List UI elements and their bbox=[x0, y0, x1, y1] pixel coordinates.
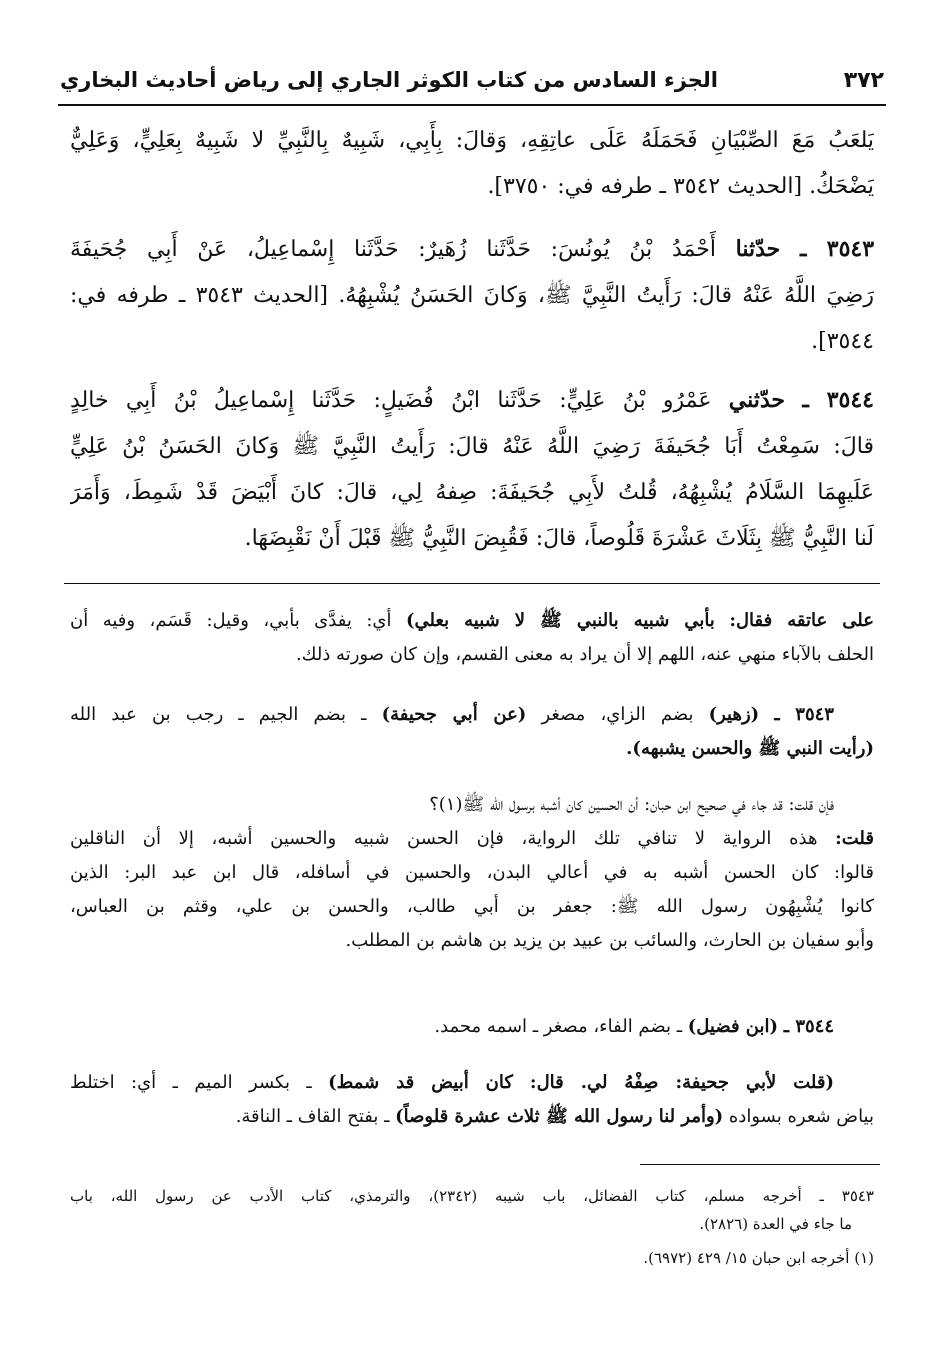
commentary-lead: على عاتقه فقال: bbox=[729, 610, 874, 631]
commentary-number: ٣٥٤٤ ـ bbox=[783, 1016, 834, 1037]
commentary-p2 bbox=[70, 698, 874, 766]
commentary-line bbox=[70, 1100, 874, 1134]
commentary-text: هذه الرواية لا تنافي تلك الرواية، فإن الحسن شبيه والحسين أشبه، إلا أن الناقلين bbox=[70, 828, 818, 849]
commentary-line bbox=[70, 1010, 874, 1044]
footnotes bbox=[70, 1182, 874, 1272]
commentary-quote: (زهير) bbox=[708, 704, 760, 725]
footnote-divider bbox=[640, 1164, 880, 1165]
hadith-number: ٣٥٤٤ ـ bbox=[802, 387, 874, 413]
hadith-text: عَمْرُو بْنُ عَلِيٍّ: حَدَّثَنا ابْنُ فُضَيلٍ: حَدَّثَنا إِسْماعِيلُ بْنُ أَبِي خالِدٍ bbox=[70, 388, 712, 413]
commentary-line bbox=[70, 1066, 874, 1100]
commentary-quote: (عن أبي جحيفة) bbox=[381, 704, 527, 725]
hadith-line bbox=[70, 377, 874, 424]
page-header bbox=[60, 62, 884, 98]
text-commentary-divider bbox=[64, 583, 880, 584]
hadith-line: رَضِيَ اللَّهُ عَنْهُ قالَ: رَأَيتُ النَّبِيَّ ﷺ، وَكانَ الحَسَنُ يُشْبِهُهُ. [الحديث ٣٥٤٣ ـ طرفه في: bbox=[70, 283, 874, 308]
commentary-text: ـ بضم الفاء، مصغر ـ اسمه محمد. bbox=[434, 1016, 683, 1037]
hadith-line: لَنا النَّبِيُّ ﷺ بِثَلَاثَ عَشْرَةَ قَلُوصاً، قالَ: فَقُبِضَ النَّبِيُّ ﷺ قَبْلَ أَنْ نَقْبِضَهَا. bbox=[244, 526, 874, 551]
hadith-3543 bbox=[70, 226, 874, 365]
commentary-p3 bbox=[70, 788, 874, 958]
commentary-text: بضم الزاي، مصغر bbox=[541, 704, 694, 725]
footnote-line: (١) أخرجه ابن حبان ١٥/ ٤٢٩ (٦٩٧٢). bbox=[643, 1249, 874, 1267]
commentary-line: (رأيت النبي ﷺ والحسن يشبهه). bbox=[626, 738, 874, 759]
hadith-line: قالَ: سَمِعْتُ أَبَا جُحَيفَةَ رَضِيَ اللَّهُ عَنْهُ قالَ: رَأَيتُ النَّبِيَّ ﷺ وَكانَ الحَسَنُ بْنُ عَلِيٍّ bbox=[70, 434, 874, 459]
commentary-text: أي: يفدَّى بأبي، وقيل: قَسَم، وفيه أن bbox=[70, 610, 392, 631]
commentary-quote: (ابن فضيل) bbox=[687, 1016, 779, 1037]
commentary-quote: (قلت لأبي جحيفة: صِفْهُ لي. قال: كان أبيض قد شمط) bbox=[328, 1072, 834, 1093]
header-divider bbox=[58, 104, 886, 106]
commentary-line bbox=[70, 604, 874, 638]
hadith-line: يَلعَبُ مَعَ الصِّبْيَانِ فَحَمَلَهُ عَلَى عاتِقِهِ، وَقالَ: بِأَبِي، شَبِيهٌ بِالنَّبِيِّ لا شَبِيهٌ بِعَلِيٍّ، وَعَلِيٌّ bbox=[70, 128, 874, 153]
commentary-text: بياض شعره بسواده bbox=[728, 1106, 874, 1127]
commentary-quote: (وأمر لنا رسول الله ﷺ ثلاث عشرة قلوصاً) bbox=[395, 1106, 724, 1127]
hadith-line: عَلَيهِمَا السَّلَامُ يُشْبِهُهُ، قُلتُ لأَبِي جُحَيفَةَ: صِفهُ لِي، قالَ: كانَ أَبْيَضَ قَدْ شَمِطَ، وَأَمَرَ bbox=[70, 480, 874, 505]
commentary-text: ـ بضم الجيم ـ رجب بن عبد الله bbox=[70, 704, 367, 725]
commentary-p4 bbox=[70, 1010, 874, 1044]
commentary-line: الحلف بالآباء منهي عنه، اللهم إلا أن يراد به معنى القسم، وإن كان صورته ذلك. bbox=[295, 644, 874, 665]
commentary-number: ٣٥٤٣ ـ bbox=[774, 704, 834, 725]
hadith-line: ٣٥٤٤]. bbox=[811, 329, 874, 354]
commentary-quote: بأبي شبيه بالنبي ﷺ لا شبيه بعلي) bbox=[405, 610, 715, 631]
commentary-lead: قلت: bbox=[835, 828, 874, 849]
commentary-text: ـ بكسر الميم ـ أي: اختلط bbox=[70, 1072, 312, 1093]
hadith-lead: حدّثنا bbox=[735, 236, 781, 262]
commentary-text: ـ بفتح القاف ـ الناقة. bbox=[235, 1106, 390, 1127]
hadith-line: يَضْحَكُ. [الحديث ٣٥٤٢ ـ طرفه في: ٣٧٥٠]. bbox=[487, 174, 874, 199]
hadith-line bbox=[70, 226, 874, 273]
commentary-line: فإن قلت: قد جاء في صحيح ابن حبان: أن الحسين كان أشبه برسول الله ﷺ(١)؟ bbox=[429, 794, 834, 815]
page-number: ٣٧٢ bbox=[843, 67, 884, 93]
commentary-line: كانوا يُشْبِهُون رسول الله ﷺ: جعفر بن أبي طالب، والحسن بن علي، وقثم بن العباس، bbox=[70, 896, 874, 917]
commentary-p5 bbox=[70, 1066, 874, 1134]
hadith-3544 bbox=[70, 377, 874, 562]
commentary-line: قالوا: كان الحسن أشبه به في أعالي البدن، والحسين في أسافله، قال ابن عبد البر: الذين bbox=[70, 862, 874, 883]
hadith-lead: حدّثني bbox=[728, 387, 786, 413]
commentary-line bbox=[70, 822, 874, 856]
footnote-line: ما جاء في العدة (٢٨٢٦). bbox=[699, 1215, 852, 1233]
commentary-line: وأبو سفيان بن الحارث، والسائب بن عبيد بن يزيد بن هاشم بن المطلب. bbox=[345, 930, 874, 951]
hadith-text: أَحْمَدُ بْنُ يُونُسَ: حَدَّثَنا زُهَيرٌ: حَدَّثَنا إِسْماعِيلُ، عَنْ أَبِي جُحَيفَةَ bbox=[70, 237, 716, 262]
hadith-number: ٣٥٤٣ ـ bbox=[799, 236, 874, 262]
running-title: الجزء السادس من كتاب الكوثر الجاري إلى رياض أحاديث البخاري bbox=[60, 68, 718, 92]
footnote-line: ٣٥٤٣ ـ أخرجه مسلم، كتاب الفضائل، باب شيبه (٢٣٤٢)، والترمذي، كتاب الأدب عن رسول الله، باب bbox=[70, 1187, 874, 1205]
hadith-continuation bbox=[70, 118, 874, 210]
commentary-p1 bbox=[70, 604, 874, 672]
commentary-line bbox=[70, 698, 874, 732]
